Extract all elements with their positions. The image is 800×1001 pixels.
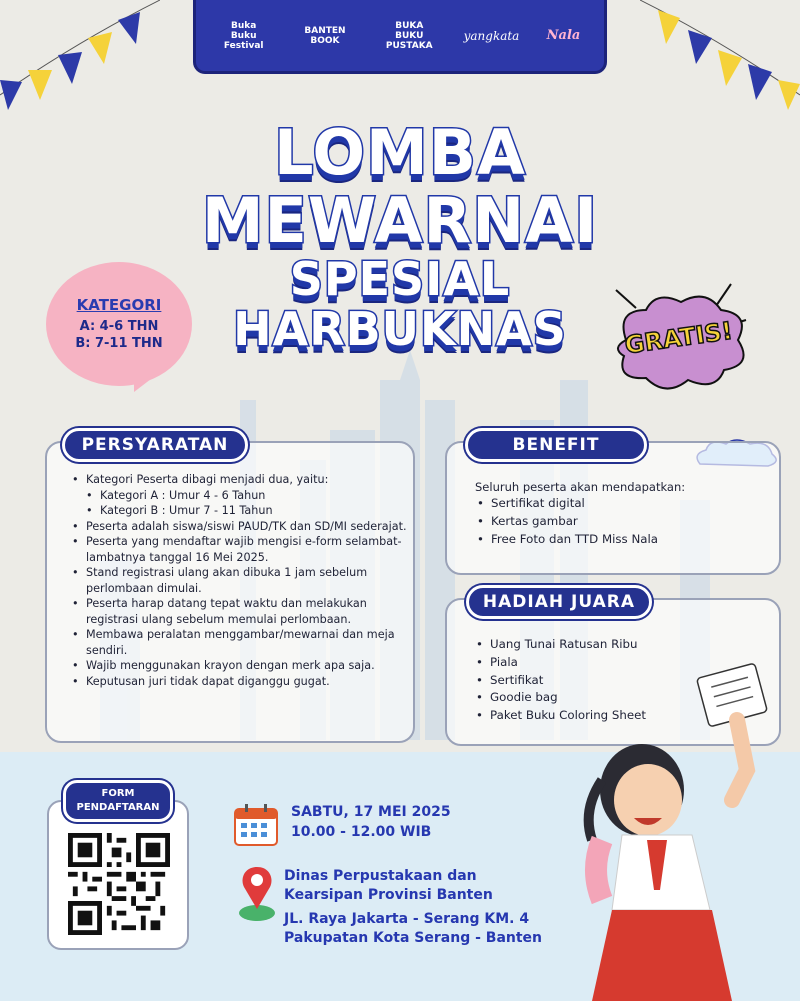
requirement-item: • Peserta adalah siswa/siswi PAUD/TK dan SD/MI sederajat.	[72, 519, 407, 535]
girl-illustration	[582, 660, 787, 1001]
benefit-list	[477, 495, 658, 548]
requirement-item: • Wajib menggunakan krayon dengan merk apa saja.	[72, 658, 407, 674]
address-line-2: Pakupatan Kota Serang - Banten	[284, 930, 543, 946]
kategori-bubble	[46, 262, 192, 386]
requirement-item	[72, 472, 407, 519]
buka-buku-pustaka-logo: BUKA BUKU PUSTAKA	[385, 20, 433, 51]
kategori-sublist	[86, 488, 407, 519]
persyaratan-list	[72, 472, 407, 689]
hadiah-item: • Paket Buku Coloring Sheet	[476, 707, 646, 725]
benefit-item: • Sertifikat digital	[477, 495, 658, 513]
requirement-item: • Peserta yang mendaftar wajib mengisi e-form selambat-lambatnya tanggal 16 Mei 2025.	[72, 534, 407, 565]
title-line-3: SPESIAL	[289, 252, 511, 306]
benefit-item: • Free Foto dan TTD Miss Nala	[477, 531, 658, 549]
requirement-subitem: • Kategori A : Umur 4 - 6 Tahun	[86, 488, 407, 504]
requirement-item: • Peserta harap datang tepat waktu dan melakukan registrasi ulang sebelum memulai perlombaan.	[72, 596, 407, 627]
form-label-line1: FORM	[101, 788, 135, 799]
requirement-item: • Keputusan juri tidak dapat diganggu gugat.	[72, 674, 407, 690]
sponsor-logo-bar	[193, 0, 607, 74]
title-line-1: LOMBA	[274, 116, 526, 189]
hadiah-item: • Sertifikat	[476, 672, 646, 690]
benefit-item: • Kertas gambar	[477, 513, 658, 531]
event-date: SABTU, 17 MEI 2025	[291, 804, 451, 820]
form-pendaftaran-label	[63, 780, 173, 822]
event-time: 10.00 - 12.00 WIB	[291, 824, 432, 840]
requirement-subitem: • Kategori B : Umur 7 - 11 Tahun	[86, 503, 407, 519]
yangkata-logo: yangkata	[463, 28, 520, 43]
hadiah-item: • Uang Tunai Ratusan Ribu	[476, 636, 646, 654]
address-line-1: JL. Raya Jakarta - Serang KM. 4	[284, 911, 530, 927]
venue-line-2: Kearsipan Provinsi Banten	[284, 887, 493, 903]
kategori-title: KATEGORI	[76, 296, 162, 314]
benefit-heading: BENEFIT	[465, 428, 647, 462]
kategori-a: A: 4-6 THN	[79, 319, 159, 334]
calendar-icon	[233, 803, 279, 847]
hadiah-heading: HADIAH JUARA	[466, 585, 652, 619]
banten-book-logo: BANTEN BOOK	[304, 25, 346, 46]
benefit-intro: Seluruh peserta akan mendapatkan:	[475, 480, 686, 494]
requirement-item: • Membawa peralatan menggambar/mewarnai dan meja sendiri.	[72, 627, 407, 658]
gratis-label: GRATIS!	[623, 316, 735, 360]
requirement-text: Kategori Peserta dibagi menjadi dua, yaitu:	[86, 473, 329, 486]
location-pin-icon	[236, 865, 278, 923]
requirement-item: • Stand registrasi ulang akan dibuka 1 jam sebelum perlombaan dimulai.	[72, 565, 407, 596]
bunting-left-decoration	[0, 0, 160, 120]
title-line-4: HARBUKNAS	[233, 302, 567, 356]
gratis-burst-badge	[606, 280, 756, 400]
hadiah-item: • Piala	[476, 654, 646, 672]
title-line-2: MEWARNAI	[201, 184, 599, 257]
bukabuku-festival-logo: Buka Buku Festival	[223, 20, 264, 51]
hadiah-item: • Goodie bag	[476, 689, 646, 707]
nala-logo: Nala	[546, 27, 581, 43]
persyaratan-heading: PERSYARATAN	[62, 428, 248, 462]
kategori-b: B: 7-11 THN	[75, 336, 163, 351]
form-label-line2: PENDAFTARAN	[76, 802, 160, 813]
bunting-right-decoration	[640, 0, 800, 120]
venue-line-1: Dinas Perpustakaan dan	[284, 868, 477, 884]
registration-qr-code[interactable]	[68, 833, 170, 935]
